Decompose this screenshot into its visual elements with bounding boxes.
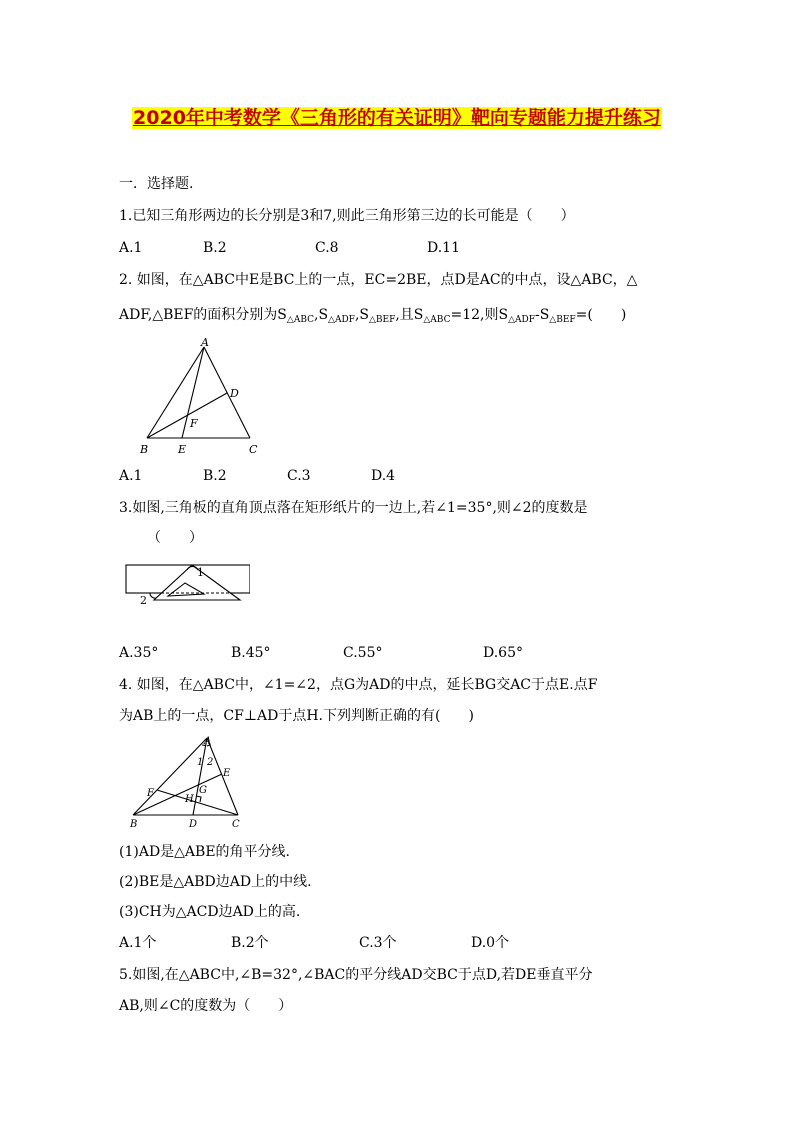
q3-ruler-figure bbox=[120, 558, 250, 628]
q2-label-d: D bbox=[230, 387, 239, 400]
q2-option-b: B.2 bbox=[203, 468, 227, 484]
q3-stem-line2: （ ） bbox=[147, 530, 203, 546]
q2-triangle-figure bbox=[130, 335, 280, 460]
q2-stem-line1: 2. 如图，在△ABC中E是BC上的一点，EC=2BE，点D是AC的中点，设△ABC，△ bbox=[119, 272, 638, 288]
q4-label-c: C bbox=[232, 819, 240, 830]
q3-option-b: B.45° bbox=[231, 645, 271, 661]
q4-label-b: B bbox=[130, 819, 138, 830]
q3-option-c: C.55° bbox=[343, 645, 383, 661]
q4-label-e: E bbox=[223, 768, 231, 779]
q4-option-b: B.2个 bbox=[231, 935, 269, 951]
q1-option-c: C.8 bbox=[315, 240, 339, 256]
q1-stem: 1.已知三角形两边的长分别是3和7,则此三角形第三边的长可能是（ ） bbox=[119, 208, 575, 224]
q4-label-g: G bbox=[199, 785, 207, 796]
page-title: 2020年中考数学《三角形的有关证明》靶向专题能力提升练习 bbox=[133, 107, 661, 129]
q4-option-a: A.1个 bbox=[119, 935, 157, 951]
q1-option-d: D.11 bbox=[427, 240, 460, 256]
q4-label-a: A bbox=[204, 736, 212, 747]
q4-option-d: D.0个 bbox=[471, 935, 510, 951]
q4-label-d: D bbox=[189, 819, 198, 830]
q5-stem-line1: 5.如图,在△ABC中,∠B=32°,∠BAC的平分线AD交BC于点D,若DE垂直平分 bbox=[119, 967, 593, 983]
q4-segment-cf bbox=[157, 790, 238, 815]
q4-stem-line2: 为AB上的一点，CF⊥AD于点H.下列判断正确的有( ) bbox=[119, 708, 474, 724]
q4-label-1: 1 bbox=[197, 757, 204, 768]
q4-stem-line1: 4. 如图，在△ABC中，∠1=∠2，点G为AD的中点，延长BG交AC于点E.点F bbox=[119, 677, 598, 693]
q3-stem-line1: 3.如图,三角板的直角顶点落在矩形纸片的一边上,若∠1=35°,则∠2的度数是 bbox=[119, 500, 588, 516]
q4-option-c: C.3个 bbox=[359, 935, 397, 951]
q4-label-f: F bbox=[147, 788, 154, 799]
q2-option-c: C.3 bbox=[287, 468, 311, 484]
q2-label-c: C bbox=[249, 443, 258, 456]
q2-stem-line2: ADF,△BEF的面积分别为$S_{\triangle ABC},S_{\triangle ADF},S_{\triangle BEF}$,且$S_{\triangle ABC}=12$,则$S_{\triangle ADF}-S_{\triangle BEF}=$( ) bbox=[119, 307, 627, 325]
q4-statement-3: (3)CH为△ACD边AD上的高. bbox=[119, 904, 301, 920]
q4-triangle-figure bbox=[125, 733, 250, 833]
q3-angle2-arc bbox=[150, 593, 156, 598]
q2-label-e: E bbox=[178, 443, 187, 456]
q3-option-d: D.65° bbox=[483, 645, 523, 661]
q3-label-1: 1 bbox=[197, 566, 204, 579]
q1-option-a: A.1 bbox=[119, 240, 143, 256]
q2-side-ac bbox=[204, 347, 250, 438]
q4-label-h: H bbox=[185, 794, 194, 805]
q4-statement-2: (2)BE是△ABD边AD上的中线. bbox=[119, 874, 312, 890]
q2-label-a: A bbox=[201, 336, 209, 349]
q2-label-f: F bbox=[190, 417, 198, 430]
q2-segment-bd bbox=[147, 393, 227, 438]
q4-statement-1: (1)AD是△ABE的角平分线. bbox=[119, 844, 291, 860]
q4-side-ab bbox=[133, 738, 207, 815]
section-heading: 一．选择题. bbox=[119, 176, 194, 192]
q2-option-a: A.1 bbox=[119, 468, 143, 484]
q3-option-a: A.35° bbox=[119, 645, 159, 661]
q1-option-b: B.2 bbox=[203, 240, 227, 256]
q5-stem-line2: AB,则∠C的度数为（ ） bbox=[119, 998, 293, 1014]
q4-label-2: 2 bbox=[207, 757, 214, 768]
q3-label-2: 2 bbox=[140, 594, 147, 607]
q2-option-d: D.4 bbox=[371, 468, 396, 484]
q2-label-b: B bbox=[140, 443, 149, 456]
